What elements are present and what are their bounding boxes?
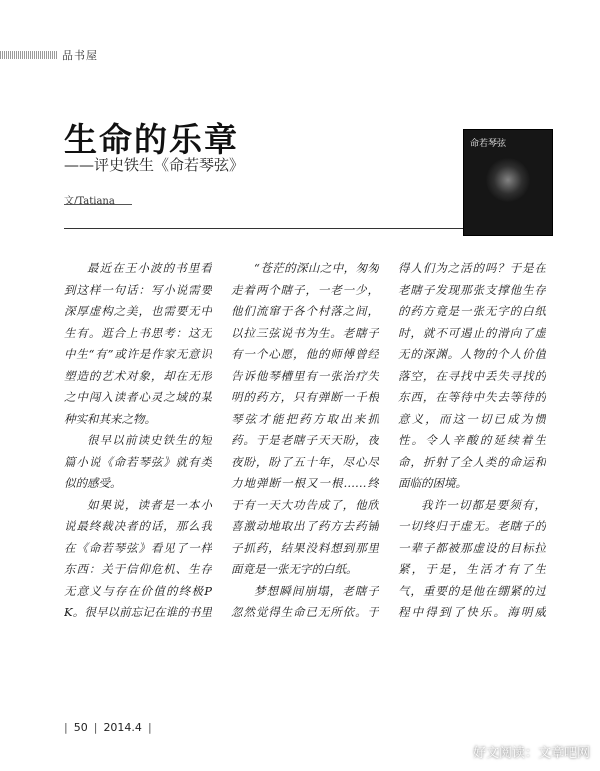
article-byline: 文/Tatiana [64, 196, 115, 207]
article-title: 生命的乐章 [64, 120, 239, 159]
book-cover-image [463, 129, 553, 236]
page-number: 50 [73, 721, 88, 734]
book-cover-title: 命若琴弦 [470, 139, 507, 149]
paragraph: 很早以前读史铁生的短篇小说《命若琴弦》就有类似的感受。 [64, 433, 212, 490]
paragraph: 最近在王小波的书里看到这样一句话：写小说需要深厚虚构之美，也需要无中生有。逛合上书思考：这无中生“有”或许是作家无意识塑造的艺术对象，却在无形之中闯入读者心灵之域的某种实和其来之物。 [64, 261, 212, 426]
section-stripe-decoration [0, 51, 58, 59]
section-label: 品书屋 [62, 49, 98, 62]
article-column-2 [231, 258, 379, 620]
article-column-1 [64, 258, 212, 620]
section-tag [0, 48, 98, 62]
paragraph: 我许一切都是要须有，一切终归于虚无。老瞎子的一辈子都被那虚设的目标拉紧，于是，生活才有了生气，重要的是他在绷紧的过程中得到了快乐。海明威 [398, 497, 546, 619]
page-footer [64, 721, 158, 734]
book-cover-glow [486, 158, 530, 202]
paragraph: “苍茫的深山之中，匆匆走着两个瞎子，一老一少，他们流窜于各个村落之间，以拉三弦说书为生。老瞎子有一个心愿，他的师傅曾经告诉他琴槽里有一张治疗失明的药方，只有弹断一千根琴弦才能把药方取出来抓药。于是老瞎子天天盼，夜夜盼，盼了五十年，尽心尽力地弹断一根又一根……终于有一天大功告成了，他欣喜激动地取出了药方去药铺子抓药，结果没料想到那里面竟是一张无字的白纸。 [231, 261, 379, 576]
footer-separator: | [147, 721, 152, 734]
article-subtitle: ——评史铁生《命若琴弦》 [64, 156, 245, 174]
footer-separator: | [93, 721, 98, 734]
paragraph: 得人们为之活的吗？于是在老瞎子发现那张支撑他生存的药方竟是一张无字的白纸时，就不可遏止的滑向了虚无的深渊。人物的个人价值落空，在寻找中丢失寻找的东西，在等待中失去等待的意义，而这一切已成为惯性。令人辛酸的延续着生命，折射了全人类的命运和面临的困境。 [398, 261, 546, 490]
paragraph: 如果说，读者是一本小说最终裁决者的话，那么我在《命若琴弦》看见了一样东西：关于信仰危机、生存无意义与存在价值的终极PK。很早以前忘记在谁的书里 [64, 497, 212, 619]
footer-separator: | [64, 721, 68, 734]
byline-underline [64, 204, 132, 205]
watermark: 好文阅读：文章吧网 [472, 746, 590, 761]
article-column-3 [398, 258, 546, 620]
paragraph: 梦想瞬间崩塌，老瞎子忽然觉得生命已无所依。于 [231, 583, 379, 619]
issue-label: 2014.4 [103, 721, 142, 734]
header-rule [64, 228, 532, 229]
